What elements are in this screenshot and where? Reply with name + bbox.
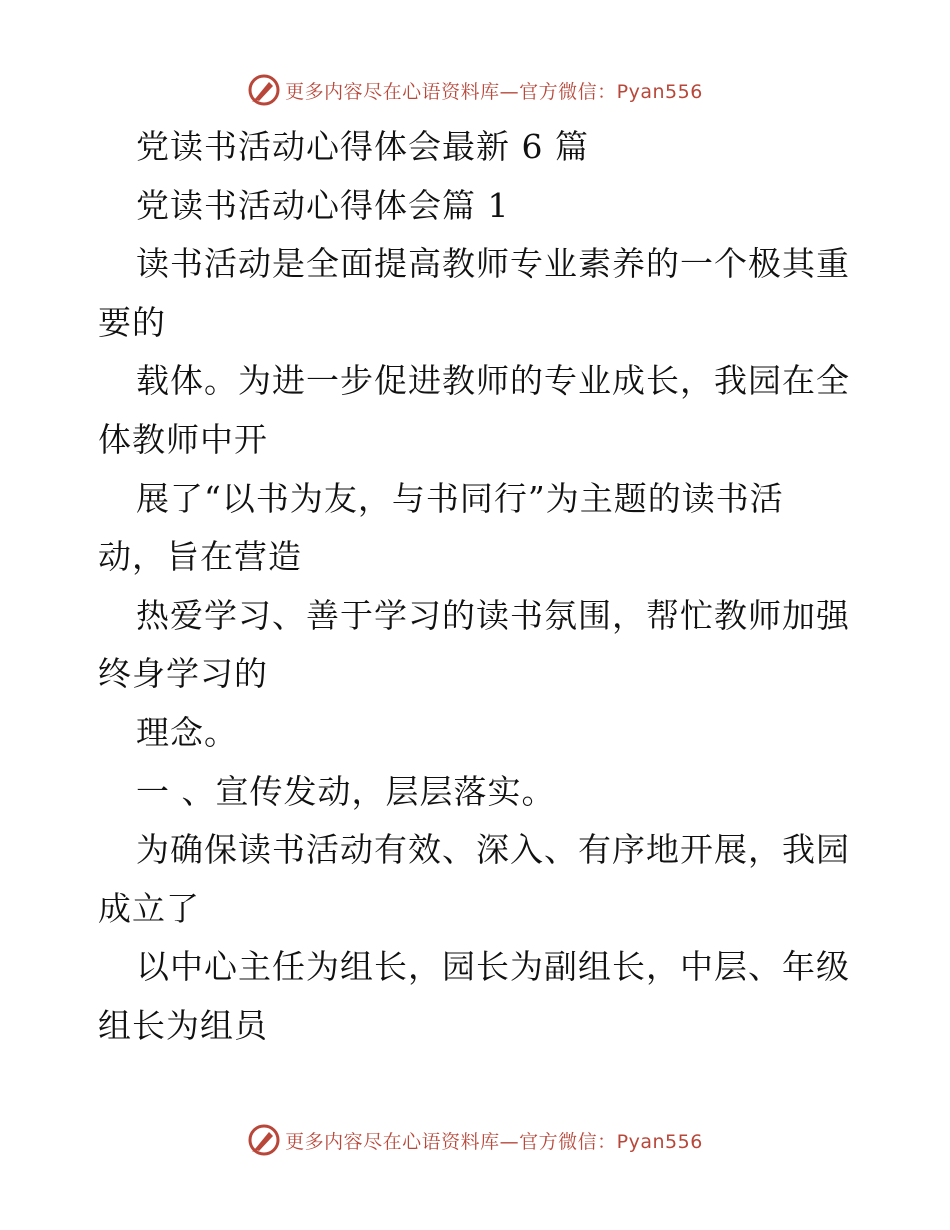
text-line: 要的 (98, 302, 166, 342)
footer-banner-text: 更多内容尽在心语资料库—官方微信：Pyan556 (285, 1130, 703, 1153)
text-line: 动，旨在营造 (98, 537, 302, 577)
text-line: 理念。 (136, 712, 238, 752)
pen-logo-icon (247, 73, 281, 107)
text-line: 载体。为进一步促进教师的专业成长，我园在全 (136, 361, 850, 401)
text-line: 终身学习的 (98, 654, 268, 694)
text-line: 成立了 (98, 888, 200, 928)
text-line: 体教师中开 (98, 419, 268, 459)
text-line: 展了“以书为友，与书同行”为主题的读书活 (136, 478, 784, 518)
footer-banner (0, 1120, 950, 1160)
text-line: 读书活动是全面提高教师专业素养的一个极其重 (136, 244, 850, 284)
text-line: 以中心主任为组长，园长为副组长，中层、年级 (136, 947, 850, 987)
text-line: 组长为组员 (98, 1005, 268, 1045)
text-line: 为确保读书活动有效、深入、有序地开展，我园 (136, 830, 850, 870)
text-line: 热爱学习、善于学习的读书氛围，帮忙教师加强 (136, 595, 850, 635)
text-line: 党读书活动心得体会篇 1 (136, 185, 510, 225)
header-banner-text: 更多内容尽在心语资料库—官方微信：Pyan556 (285, 80, 703, 103)
text-line: 党读书活动心得体会最新 6 篇 (136, 127, 589, 166)
pen-logo-icon (247, 1123, 281, 1157)
text-line: 一 、宣传发动，层层落实。 (136, 771, 556, 811)
header-banner (0, 70, 950, 110)
document-body (98, 118, 858, 1056)
